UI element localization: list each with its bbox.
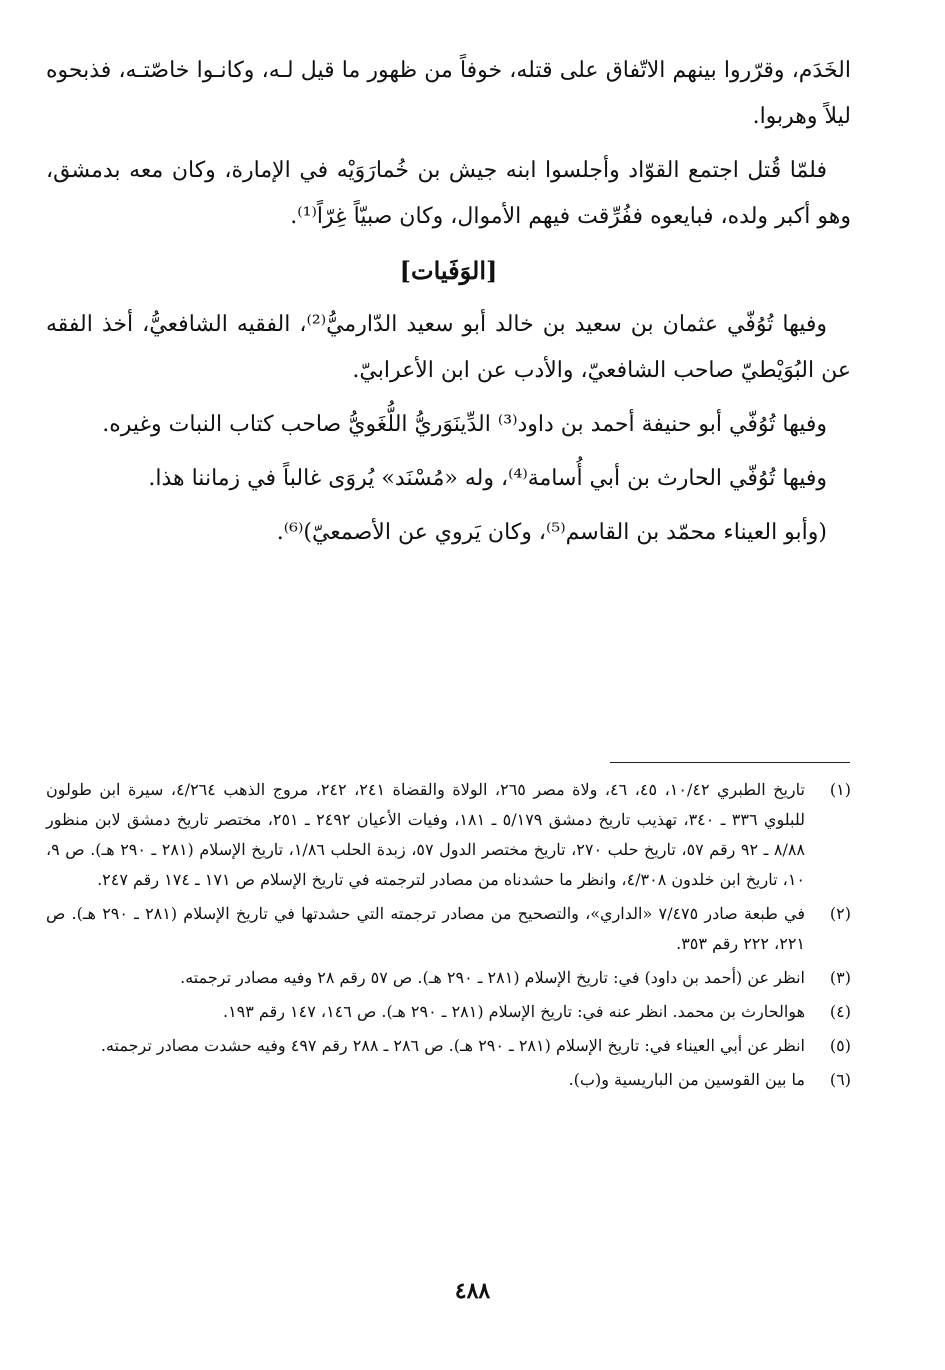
footnote-number: (١) [829,780,851,799]
footnote-number: (٢) [829,904,851,923]
paragraph-5: وفيها تُوُفّي الحارث بن أبي أُسامة⁽⁴⁾، وله «مُسْنَد» يُروَى غالباً في زماننا هذا. [148,466,827,491]
footnote [46,997,851,1027]
section-heading: [الوَفَيات] [399,256,498,285]
paragraph-6: (وأبو العيناء محمّد بن القاسم⁽⁵⁾، وكان يَروي عن الأصمعيّ)⁽⁶⁾. [276,520,827,545]
footnote-number: (٣) [829,968,851,987]
page-number: ٤٨٨ [454,1278,491,1304]
footnote-text: انظر عن أبي العيناء في: تاريخ الإسلام (٢٨١ ـ ٢٩٠ هـ). ص ٢٨٦ ـ ٢٨٨ رقم ٤٩٧ وفيه حشدت مصادر ترجمته. [100,1036,805,1055]
paragraph-1: الخَدَم، وقرّروا بينهم الاتّفاق على قتله، خوفاً من ظهور ما قيل لـه، وكانـوا خاصّتـه، فذبحوه ليلاً وهربوا. [46,58,851,129]
paragraph-3: وفيها تُوُفّي عثمان بن سعيد بن خالد أبو سعيد الدّارميُّ⁽²⁾، الفقيه الشافعيُّ، أخذ الفقه عن البُوَيْطيّ صاحب الشافعيّ، والأدب عن ابن الأعرابيّ. [46,312,851,383]
paragraph-2: فلمّا قُتل اجتمع القوّاد وأجلسوا ابنه جيش بن خُمارَوَيْه في الإمارة، وكان معه بدمشق، وهو أكبر ولده، فبايعوه ففُرِّقت فيهم الأموال، وكان صبيّاً غِرّاً⁽¹⁾. [46,158,851,229]
footnote [46,775,851,895]
footnote-text: تاريخ الطبري ١٠/٤٢، ٤٥، ٤٦، ولاة مصر ٢٦٥، الولاة والقضاة ٢٤١، ٢٤٢، مروج الذهب ٤/٢٦٤، سيرة ابن طولون للبلوي ٣٣٦ ـ ٣٤٠، تهذيب تاريخ دمشق ٥/١٧٩ ـ ١٨١، وفيات الأعيان ٢٤٩٢ ـ ٢٥١، مختصر تاريخ دمشق لابن منظور ٨/٨٨ ـ ٩٢ رقم ٥٧، تاريخ حلب ٢٧٠، تاريخ مختصر الدول ٥٧، زبدة الحلب ١/٨٦، تاريخ الإسلام (٢٨١ ـ ٢٩٠ هـ). ص ٩، ١٠، تاريخ ابن خلدون ٤/٣٠٨، وانظر ما حشدناه من مصادر لترجمته في تاريخ الإسلام ص ١٧١ ـ ١٧٤ رقم ٢٤٧. [46,780,806,889]
footnote-text: هوالحارث بن محمد. انظر عنه في: تاريخ الإسلام (٢٨١ ـ ٢٩٠ هـ). ص ١٤٦، ١٤٧ رقم ١٩٣. [222,1002,805,1021]
footnote [46,963,851,993]
footnote-text: انظر عن (أحمد بن داود) في: تاريخ الإسلام (٢٨١ ـ ٢٩٠ هـ). ص ٥٧ رقم ٢٨ وفيه مصادر ترجمته. [180,968,805,987]
footnote-text: في طبعة صادر ٧/٤٧٥ «الداري»، والتصحيح من مصادر ترجمته التي حشدتها في تاريخ الإسلام (٢٨١ ـ ٢٩٠ هـ). ص ٢٢١، ٢٢٢ رقم ٣٥٣. [46,904,805,953]
footnote [46,1065,851,1095]
footnotes [46,775,851,1099]
footnote-text: ما بين القوسين من الباريسية و(ب). [568,1070,805,1089]
footnote-number: (٥) [829,1036,851,1055]
main-text [46,48,851,564]
footnote-number: (٤) [829,1002,851,1021]
footnote [46,1031,851,1061]
paragraph-4: وفيها تُوُفّي أبو حنيفة أحمد بن داود⁽³⁾ الدِّينَوَريُّ اللُّغَويُّ صاحب كتاب النبات وغيره. [102,412,827,437]
footnote-divider [610,762,850,763]
footnote [46,899,851,959]
footnote-number: (٦) [829,1070,851,1089]
